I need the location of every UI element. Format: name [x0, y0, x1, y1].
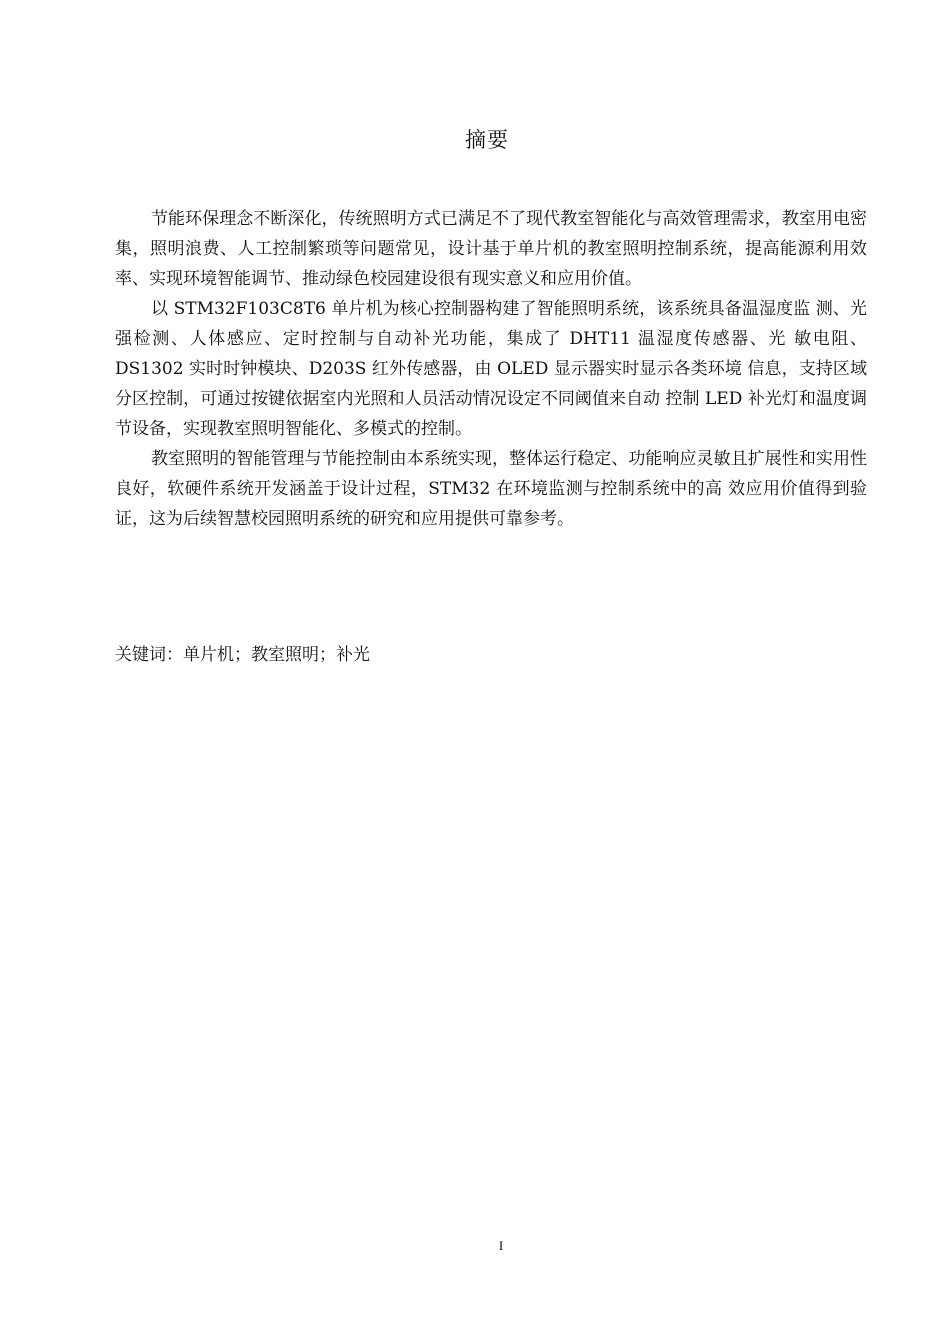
abstract-paragraph-1: 节能环保理念不断深化，传统照明方式已满足不了现代教室智能化与高效管理需求，教室用电密集，照明浪费、人工控制繁琐等问题常见，设计基于单片机的教室照明控制系统，提高能源利用效率、实现环境智能调节、推动绿色校园建设很有现实意义和应用价值。: [115, 209, 867, 289]
abstract-body: [115, 204, 867, 534]
keywords-label: 关键词：: [115, 645, 183, 665]
abstract-paragraph-2: 以 STM32F103C8T6 单片机为核心控制器构建了智能照明系统，该系统具备温湿度监 测、光强检测、人体感应、定时控制与自动补光功能，集成了 DHT11 温湿度传感器、光 敏电阻、DS1302 实时时钟模块、D203S 红外传感器，由 OLED 显示器实时显示各类环境 信息，支持区域分区控制，可通过按键依据室内光照和人员活动情况设定不同阈值来自动 控制 LED 补光灯和温度调节设备，实现教室照明智能化、多模式的控制。: [115, 299, 867, 439]
abstract-title: 摘要: [465, 128, 509, 152]
keywords-line: [115, 640, 867, 670]
page-number: I: [498, 1238, 504, 1253]
abstract-paragraph-3: 教室照明的智能管理与节能控制由本系统实现，整体运行稳定、功能响应灵敏且扩展性和实用性良好，软硬件系统开发涵盖于设计过程，STM32 在环境监测与控制系统中的高 效应用价值得到验证，这为后续智慧校园照明系统的研究和应用提供可靠参考。: [115, 449, 867, 529]
keywords-text: 单片机；教室照明；补光: [183, 645, 370, 665]
